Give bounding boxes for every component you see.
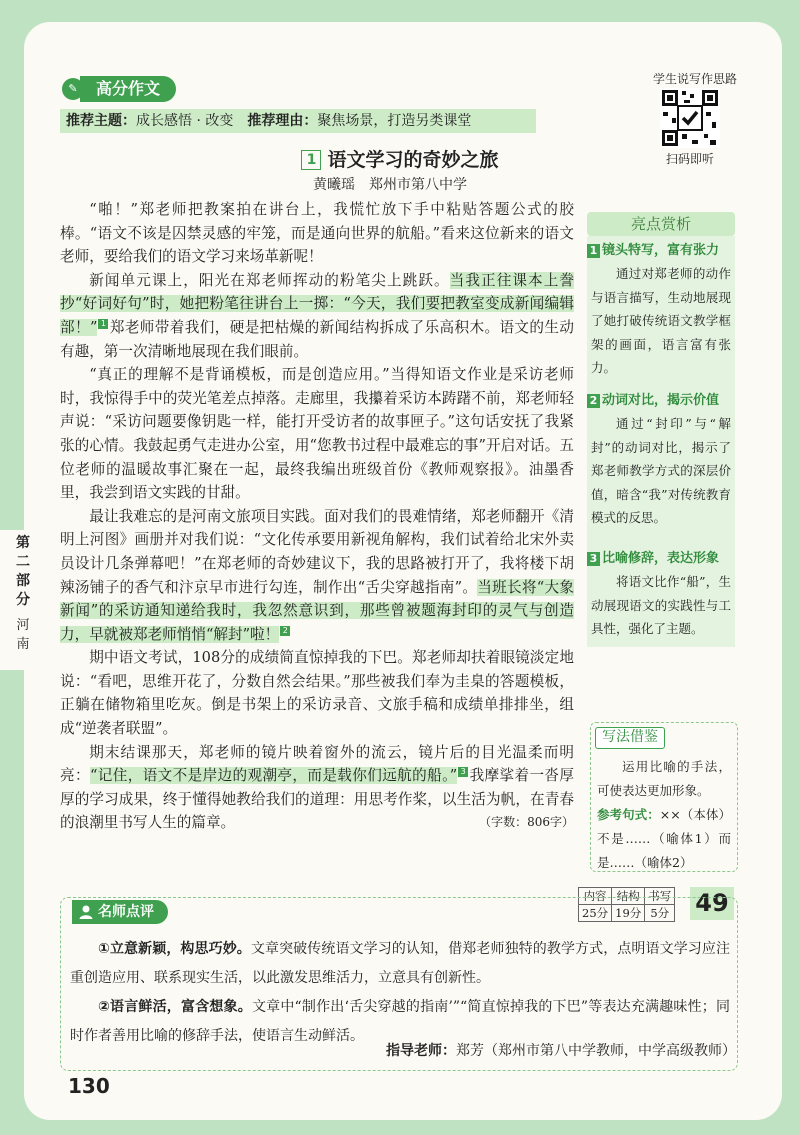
highlights-panel bbox=[587, 212, 735, 647]
highlight-number: 2 bbox=[587, 394, 600, 408]
highlighted-sentence: 当班长将“大象新闻”的采访通知递给我时，我忽然意识到，那些曾被题海封印的灵气与创造力，早就被郑老师悄悄“解封”啦！ bbox=[60, 578, 574, 643]
highlight-number: 3 bbox=[587, 552, 600, 566]
comment-point-body: 文章突破传统语文学习的认知，借郑老师独特的教学方式，点明语文学习应注重创造应用、联系现实生活，以此激发思维活力，立意具有创新性。 bbox=[70, 941, 730, 986]
writing-tips-title: 写法借鉴 bbox=[595, 727, 665, 749]
recommend-bar bbox=[60, 109, 536, 133]
person-icon bbox=[78, 904, 94, 920]
highlight-body: 通过对郑老师的动作与语言描写，生动地展现了她打破传统语文教学框架的画面，语言富有张力。 bbox=[591, 266, 731, 375]
highlight-number: 1 bbox=[587, 244, 600, 258]
essay-paragraph: 期中语文考试，108分的成绩简直惊掉我的下巴。郑老师却扶着眼镜淡定地说：“看吧，思维开花了，分数自然会结果。”那些被我们奉为圭臬的答题模板，正躺在储物箱里吃灰。倒是书架上的采访录音、文旅手稿和成绩单排排坐，组成“逆袭者联盟”。 bbox=[60, 649, 574, 738]
annotation-marker: 2 bbox=[280, 626, 290, 636]
guiding-teacher-name: 郑芳（郑州市第八中学教师，中学高级教师） bbox=[456, 1043, 736, 1059]
highlight-heading: 镜头特写，富有张力 bbox=[602, 243, 720, 258]
comment-point-heading: ②语言鲜活，富含想象。 bbox=[98, 999, 252, 1015]
writing-tips-ref-text: ××（本体）不是……（喻体1）而是……（喻体2） bbox=[597, 807, 731, 870]
teacher-comment-tag bbox=[72, 900, 168, 924]
teacher-comment-title: 名师点评 bbox=[98, 904, 154, 920]
highlight-body: 通过“封印”与“解封”的动词对比，揭示了郑老师教学方式的深层价值，暗含“我”对传统教育模式的反思。 bbox=[591, 416, 731, 525]
highlight-body: 将语文比作“船”，生动展现语文的实践性与工具性，强化了主题。 bbox=[591, 574, 731, 636]
essay-paragraph: “啪！”郑老师把教案拍在讲台上，我慌忙放下手中粘贴答题公式的胶棒。“语文不该是囚禁灵感的牢笼，而是通向世界的航船。”看来这位新来的语文老师，要给我们的语文学习来场革新呢！ bbox=[60, 201, 574, 266]
essay-paragraph: 期末结课那天，郑老师的镜片映着窗外的流云，镜片后的目光温柔而明亮：“记住，语文不是岸边的观潮亭，而是载你们远航的船。” 3 我摩挲着一沓厚厚的学习成果，终于懂得她教给我们的道理：用思考作桨，以生活为帆，在青春的浪潮里书写人生的篇章。 （字数：806字） bbox=[60, 741, 574, 835]
recommend-reason: 聚焦场景，打造另类课堂 bbox=[317, 113, 472, 129]
score-total: 49 bbox=[690, 887, 734, 920]
side-tab-part: 第 二 部 分 bbox=[16, 535, 30, 608]
pen-icon: ✎ bbox=[62, 78, 84, 100]
score-header-structure: 结构 bbox=[612, 888, 645, 905]
highlight-heading: 比喻修辞，表达形象 bbox=[602, 551, 720, 566]
score-structure: 19分 bbox=[612, 905, 645, 922]
highlight-item bbox=[587, 544, 735, 641]
score-header-writing: 书写 bbox=[645, 888, 675, 905]
section-header bbox=[62, 76, 222, 102]
highlighted-sentence: “记住，语文不是岸边的观潮亭，而是载你们远航的船。” bbox=[89, 767, 458, 785]
comment-point-body: 文章中“制作出‘舌尖穿越的指南’”“简直惊掉我的下巴”等表达充满趣味性；同时作者善用比喻的修辞手法，使语言生动鲜活。 bbox=[70, 999, 731, 1044]
highlights-title: 亮点赏析 bbox=[587, 212, 735, 236]
guiding-teacher-label: 指导老师： bbox=[386, 1043, 456, 1059]
comment-point-heading: ①立意新颖，构思巧妙。 bbox=[98, 941, 251, 957]
score-writing: 5分 bbox=[645, 905, 675, 922]
section-title: 高分作文 bbox=[80, 76, 176, 102]
side-tab-province: 河 南 bbox=[16, 618, 30, 652]
essay-paragraph: “真正的理解不是背诵模板，而是创造应用。”当得知语文作业是采访老师时，我惊得手中的荧光笔差点掉落。走廊里，我攥着采访本踌躇不前，郑老师轻声说：“采访问题要像钥匙一样，能打开受访者的故事匣子。”这句话安抚了我紧张的心情。我鼓起勇气走进办公室，用“您教书过程中最难忘的事”开启对话。五位老师的温暖故事汇聚在一起，最终我编出班级首份《教师观察报》。油墨香里，我尝到语文实践的甘甜。 bbox=[60, 366, 574, 502]
essay-author: 黄曦瑶 郑州市第八中学 bbox=[313, 177, 467, 193]
annotation-marker: 1 bbox=[98, 319, 108, 329]
essay-title: 语文学习的奇妙之旅 bbox=[327, 149, 499, 171]
highlight-item bbox=[587, 236, 735, 386]
highlighted-sentence: 当我正往课本上誊抄“好词好句”时，她把粉笔往讲台上一掷：“今天，我们要把教室变成新闻编辑部！” bbox=[60, 271, 574, 336]
writing-tips-ref-label: 参考句式： bbox=[597, 807, 660, 822]
teacher-comment-text bbox=[70, 935, 730, 1051]
score-header-content: 内容 bbox=[579, 888, 612, 905]
essay-title-line bbox=[0, 145, 800, 172]
highlight-heading: 动词对比，揭示价值 bbox=[602, 393, 720, 408]
recommend-theme-label: 推荐主题： bbox=[66, 113, 136, 129]
essay-paragraph: 最让我难忘的是河南文旅项目实践。面对我们的畏难情绪，郑老师翻开《清明上河图》画册并对我们说：“文化传承要用新视角解构，我们试着给北宋外卖员设计几条弹幕吧！”在郑老师的奇妙建议下，我的思路被打开了，我将楼下胡辣汤铺子的香气和汴京早市进行勾连，制作出“舌尖穿越指南”。当班长将“大象新闻”的采访通知递给我时，我忽然意识到，那些曾被题海封印的灵气与创造力，早就被郑老师悄悄“解封”啦！ 2 bbox=[60, 507, 574, 643]
writing-tips-text: 运用比喻的手法，可使表达更加形象。 bbox=[597, 759, 731, 798]
qr-code-icon[interactable] bbox=[660, 88, 720, 148]
guiding-teacher bbox=[340, 1040, 736, 1060]
side-tab bbox=[0, 530, 50, 670]
essay-number: 1 bbox=[301, 150, 321, 170]
recommend-reason-label: 推荐理由： bbox=[247, 113, 318, 129]
word-count: （字数：806字） bbox=[479, 815, 574, 830]
essay-body bbox=[60, 198, 574, 835]
qr-listen-caption: 扫码即听 bbox=[665, 152, 714, 166]
highlight-item bbox=[587, 386, 735, 544]
essay-paragraph: 新闻单元课上，阳光在郑老师挥动的粉笔尖上跳跃。当我正往课本上誊抄“好词好句”时，她把粉笔往讲台上一掷：“今天，我们要把教室变成新闻编辑部！” 1 郑老师带着我们，硬是把枯燥的新闻结构拆成了乐高积木。语文的生动有趣，第一次清晰地展现在我们眼前。 bbox=[60, 271, 574, 360]
annotation-marker: 3 bbox=[458, 767, 468, 777]
writing-tips-box bbox=[590, 722, 738, 872]
score-content: 25分 bbox=[579, 905, 612, 922]
qr-caption: 学生说写作思路 bbox=[652, 72, 737, 86]
recommend-theme: 成长感悟 · 改变 bbox=[136, 113, 234, 129]
page-number: 130 bbox=[68, 1074, 110, 1098]
